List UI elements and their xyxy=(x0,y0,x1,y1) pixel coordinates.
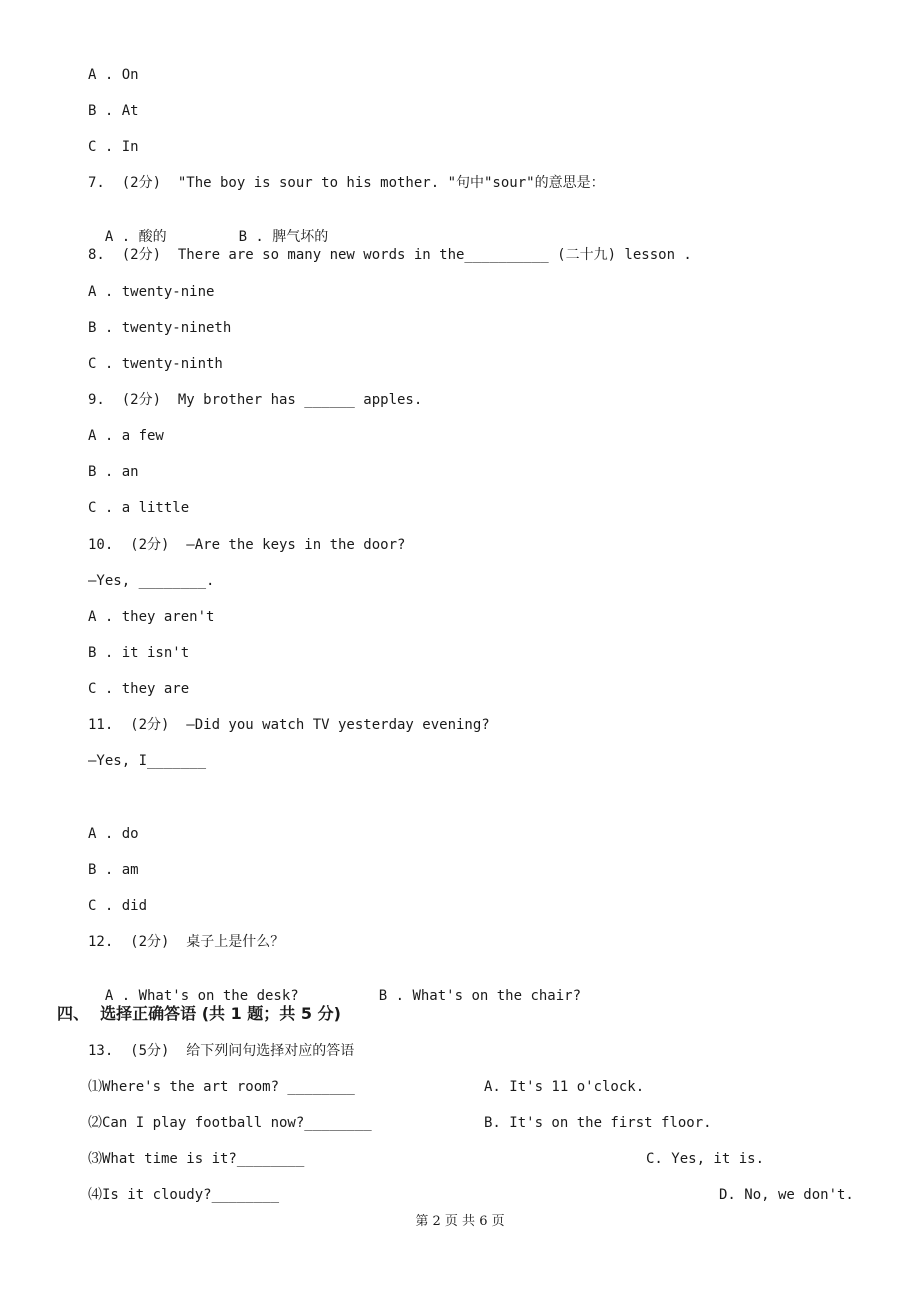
q10-stem-response: —Yes, ________. xyxy=(88,573,215,589)
q12-options xyxy=(88,969,581,1005)
q7-stem: 7. (2分) "The boy is sour to his mother. "句中"sour"的意思是： xyxy=(88,175,605,191)
q13-question-2: ⑵Can I play football now?________ xyxy=(88,1115,372,1131)
q6-option-a: A . On xyxy=(88,67,139,83)
q11-option-c: C . did xyxy=(88,898,148,914)
q13-answer-c: C. Yes, it is. xyxy=(646,1151,765,1167)
q13-stem: 13. (5分) 给下列问句选择对应的答语 xyxy=(88,1043,355,1059)
q13-question-1: ⑴Where's the art room? ________ xyxy=(88,1079,355,1095)
section-heading: 四、 选择正确答语 (共 1 题；共 5 分) xyxy=(57,1004,341,1023)
q12-option-a: A . What's on the desk? xyxy=(104,988,299,1004)
q6-option-b: B . At xyxy=(88,103,139,119)
q7-option-a: A . 酸的 xyxy=(104,229,167,245)
q13-answer-a: A. It's 11 o'clock. xyxy=(484,1079,645,1095)
q8-option-a: A . twenty-nine xyxy=(88,284,215,300)
q8-stem: 8. (2分) There are so many new words in the__________ (二十九) lesson . xyxy=(88,247,692,263)
q9-option-b: B . an xyxy=(88,464,139,480)
q8-option-b: B . twenty-nineth xyxy=(88,320,232,336)
q9-stem: 9. (2分) My brother has ______ apples. xyxy=(88,392,423,408)
q11-stem-response: —Yes, I_______ xyxy=(88,753,207,769)
q13-answer-d: D. No, we don't. xyxy=(719,1187,854,1203)
q8-option-c: C . twenty-ninth xyxy=(88,356,223,372)
q10-option-a: A . they aren't xyxy=(88,609,215,625)
q12-stem: 12. (2分) 桌子上是什么？ xyxy=(88,934,285,950)
q10-option-c: C . they are xyxy=(88,681,190,697)
q10-stem: 10. (2分) —Are the keys in the door? xyxy=(88,537,406,553)
q9-option-a: A . a few xyxy=(88,428,164,444)
q7-option-b: B . 脾气坏的 xyxy=(238,229,329,245)
q11-stem: 11. (2分) —Did you watch TV yesterday evening? xyxy=(88,717,490,733)
q11-option-a: A . do xyxy=(88,826,139,842)
q9-option-c: C . a little xyxy=(88,500,190,516)
q13-answer-b: B. It's on the first floor. xyxy=(484,1115,712,1131)
q13-question-4: ⑷Is it cloudy?________ xyxy=(88,1187,280,1203)
q7-options xyxy=(88,210,328,246)
page-number-footer: 第 2 页 共 6 页 xyxy=(415,1214,505,1229)
q13-question-3: ⑶What time is it?________ xyxy=(88,1151,305,1167)
q10-option-b: B . it isn't xyxy=(88,645,190,661)
q11-option-b: B . am xyxy=(88,862,139,878)
q12-option-b: B . What's on the chair? xyxy=(378,988,582,1004)
q6-option-c: C . In xyxy=(88,139,139,155)
